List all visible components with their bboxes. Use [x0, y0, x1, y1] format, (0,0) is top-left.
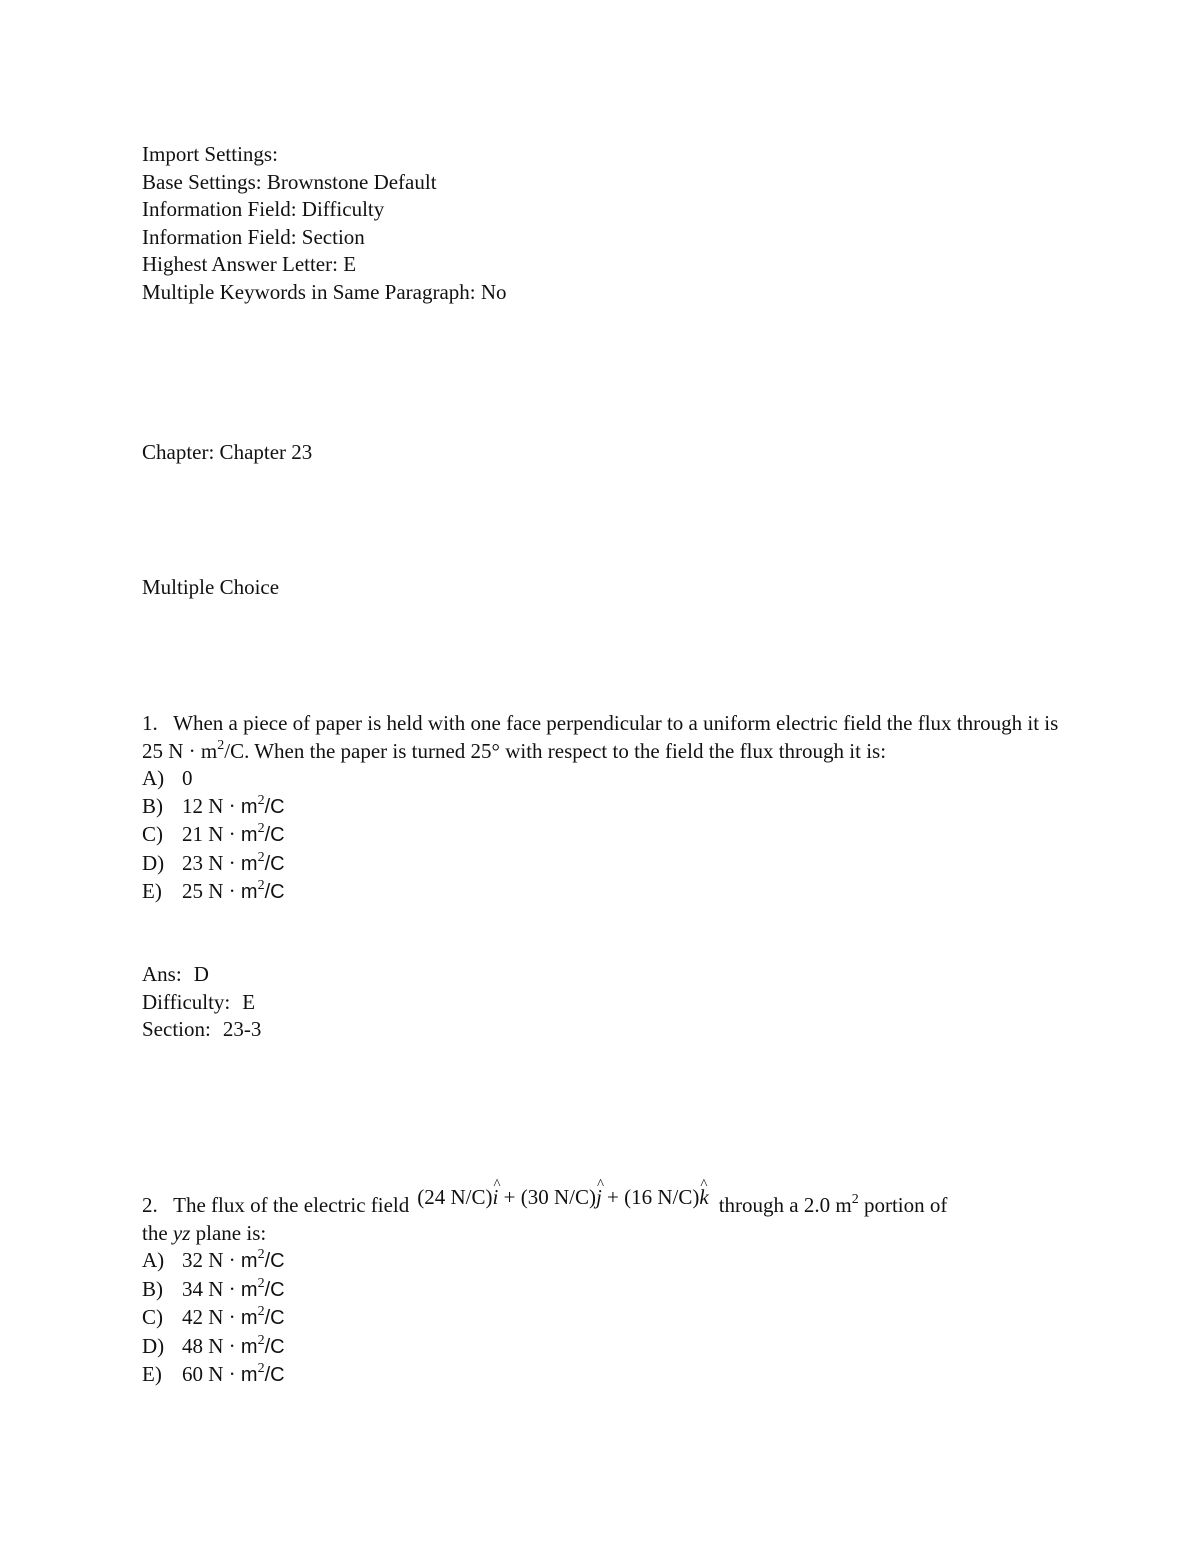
answer-choice [142, 1333, 1072, 1362]
question-text-part: The flux of the electric field [173, 1193, 410, 1217]
answer-choice [142, 793, 1072, 822]
choice-unit: m [240, 795, 258, 818]
choice-value: 12 N · [182, 793, 241, 818]
unit-vector-j: ^ j [596, 1184, 602, 1212]
choice-unit: m [240, 881, 258, 903]
answer-choice [142, 1247, 1072, 1276]
answer-choice [142, 1361, 1072, 1390]
choice-letter: D) [142, 1333, 165, 1358]
superscript: 2 [257, 849, 265, 865]
choice-value: 42 N · [182, 1305, 241, 1329]
electric-field-expression [417, 1185, 708, 1209]
question-1-meta [142, 961, 1072, 1044]
choice-unit-tail: /C [264, 1250, 285, 1272]
unit-vector-k: ^ k [699, 1184, 708, 1212]
question-text-part: the [142, 1220, 173, 1245]
superscript: 2 [257, 792, 265, 808]
choice-unit-tail: /C [264, 1278, 285, 1301]
settings-line: Information Field: Difficulty [142, 197, 385, 221]
difficulty-line [142, 989, 1072, 1017]
choice-letter: B) [142, 793, 163, 818]
answer-label: Ans: [142, 962, 182, 986]
superscript: 2 [217, 737, 225, 753]
superscript: 2 [257, 821, 265, 836]
question-number: 2. [142, 1193, 158, 1217]
choice-unit: m [240, 824, 258, 846]
section-value: 23-3 [222, 1017, 262, 1041]
superscript: 2 [257, 1304, 265, 1319]
answer-line [142, 961, 1072, 989]
question-2 [142, 1185, 1072, 1390]
settings-line: Highest Answer Letter: E [142, 252, 357, 276]
superscript: 2 [257, 1247, 265, 1262]
math-part: + (30 N/C) [498, 1185, 596, 1209]
choice-unit: m [240, 852, 258, 875]
choice-letter: A) [142, 1248, 165, 1272]
choice-unit-tail: /C [264, 1335, 285, 1358]
choice-unit-tail: /C [264, 795, 285, 818]
question-text-part: through a 2.0 m [718, 1193, 852, 1217]
choice-value: 21 N · [182, 822, 241, 846]
superscript: 2 [257, 1275, 265, 1291]
superscript: 2 [257, 878, 265, 893]
import-settings [142, 141, 1072, 306]
answer-choice [142, 821, 1072, 850]
answer-choice [142, 1276, 1072, 1305]
answer-value: D [193, 962, 209, 986]
question-text-part: portion of [858, 1193, 948, 1217]
answer-choice [142, 850, 1072, 879]
choice-unit: m [240, 1278, 258, 1301]
superscript: 2 [851, 1192, 859, 1207]
question-text-italic: yz [172, 1220, 191, 1245]
choice-letter: D) [142, 850, 165, 875]
superscript: 2 [257, 1361, 265, 1376]
chapter-text: Chapter: Chapter 23 [142, 440, 313, 464]
answer-choice [142, 1304, 1072, 1333]
choice-value: 0 [182, 766, 193, 790]
choice-unit: m [240, 1250, 258, 1272]
section-line [142, 1016, 1072, 1044]
difficulty-value: E [242, 989, 256, 1014]
question-text-part: /C. When the paper is turned 25° with respect to the field the flux through it is: [224, 738, 887, 763]
settings-line: Base Settings: Brownstone Default [142, 169, 437, 194]
math-part: + (16 N/C) [601, 1185, 700, 1209]
choice-value: 48 N · [182, 1333, 241, 1358]
section-type-text: Multiple Choice [142, 575, 280, 599]
section-label: Section: [142, 1017, 211, 1041]
question-text-part: When a piece of paper is held with one face perpendicular to a uniform electric field the flux through it is 25 N · m [142, 711, 1059, 763]
choice-unit: m [240, 1335, 258, 1358]
superscript: 2 [257, 1332, 265, 1348]
choice-unit-tail: /C [264, 852, 285, 875]
choice-value: 32 N · [182, 1248, 241, 1272]
choice-unit: m [240, 1307, 258, 1329]
choice-value: 25 N · [182, 879, 241, 903]
choice-value: 34 N · [182, 1276, 241, 1301]
math-part: (24 N/C) [417, 1185, 493, 1209]
choice-unit-tail: /C [264, 824, 285, 846]
choice-unit-tail: /C [264, 1307, 285, 1329]
answer-choice [142, 878, 1072, 907]
choice-letter: C) [142, 822, 163, 846]
question-number: 1. [142, 711, 158, 735]
question-2-text-line-1 [142, 1185, 1072, 1220]
choice-unit-tail: /C [264, 1364, 285, 1386]
question-1 [142, 710, 1072, 907]
choice-letter: A) [142, 766, 165, 790]
choice-letter: C) [142, 1305, 163, 1329]
choice-value: 60 N · [182, 1362, 241, 1386]
question-2-text-line-2 [142, 1220, 1072, 1248]
chapter-heading [142, 439, 1072, 467]
settings-line: Information Field: Section [142, 224, 365, 249]
settings-line: Import Settings: [142, 142, 278, 166]
unit-vector-i: ^ i [493, 1184, 499, 1212]
question-1-text [142, 710, 1072, 765]
settings-line: Multiple Keywords in Same Paragraph: No [142, 279, 507, 304]
choice-value: 23 N · [182, 850, 241, 875]
choice-letter: E) [142, 1362, 162, 1386]
choice-letter: E) [142, 879, 162, 903]
choice-unit-tail: /C [264, 881, 285, 903]
choice-letter: B) [142, 1276, 163, 1301]
difficulty-label: Difficulty: [142, 989, 231, 1014]
section-type-heading [142, 574, 1072, 602]
question-text-part: plane is: [190, 1220, 267, 1245]
choice-unit: m [240, 1364, 258, 1386]
answer-choice [142, 765, 1072, 793]
